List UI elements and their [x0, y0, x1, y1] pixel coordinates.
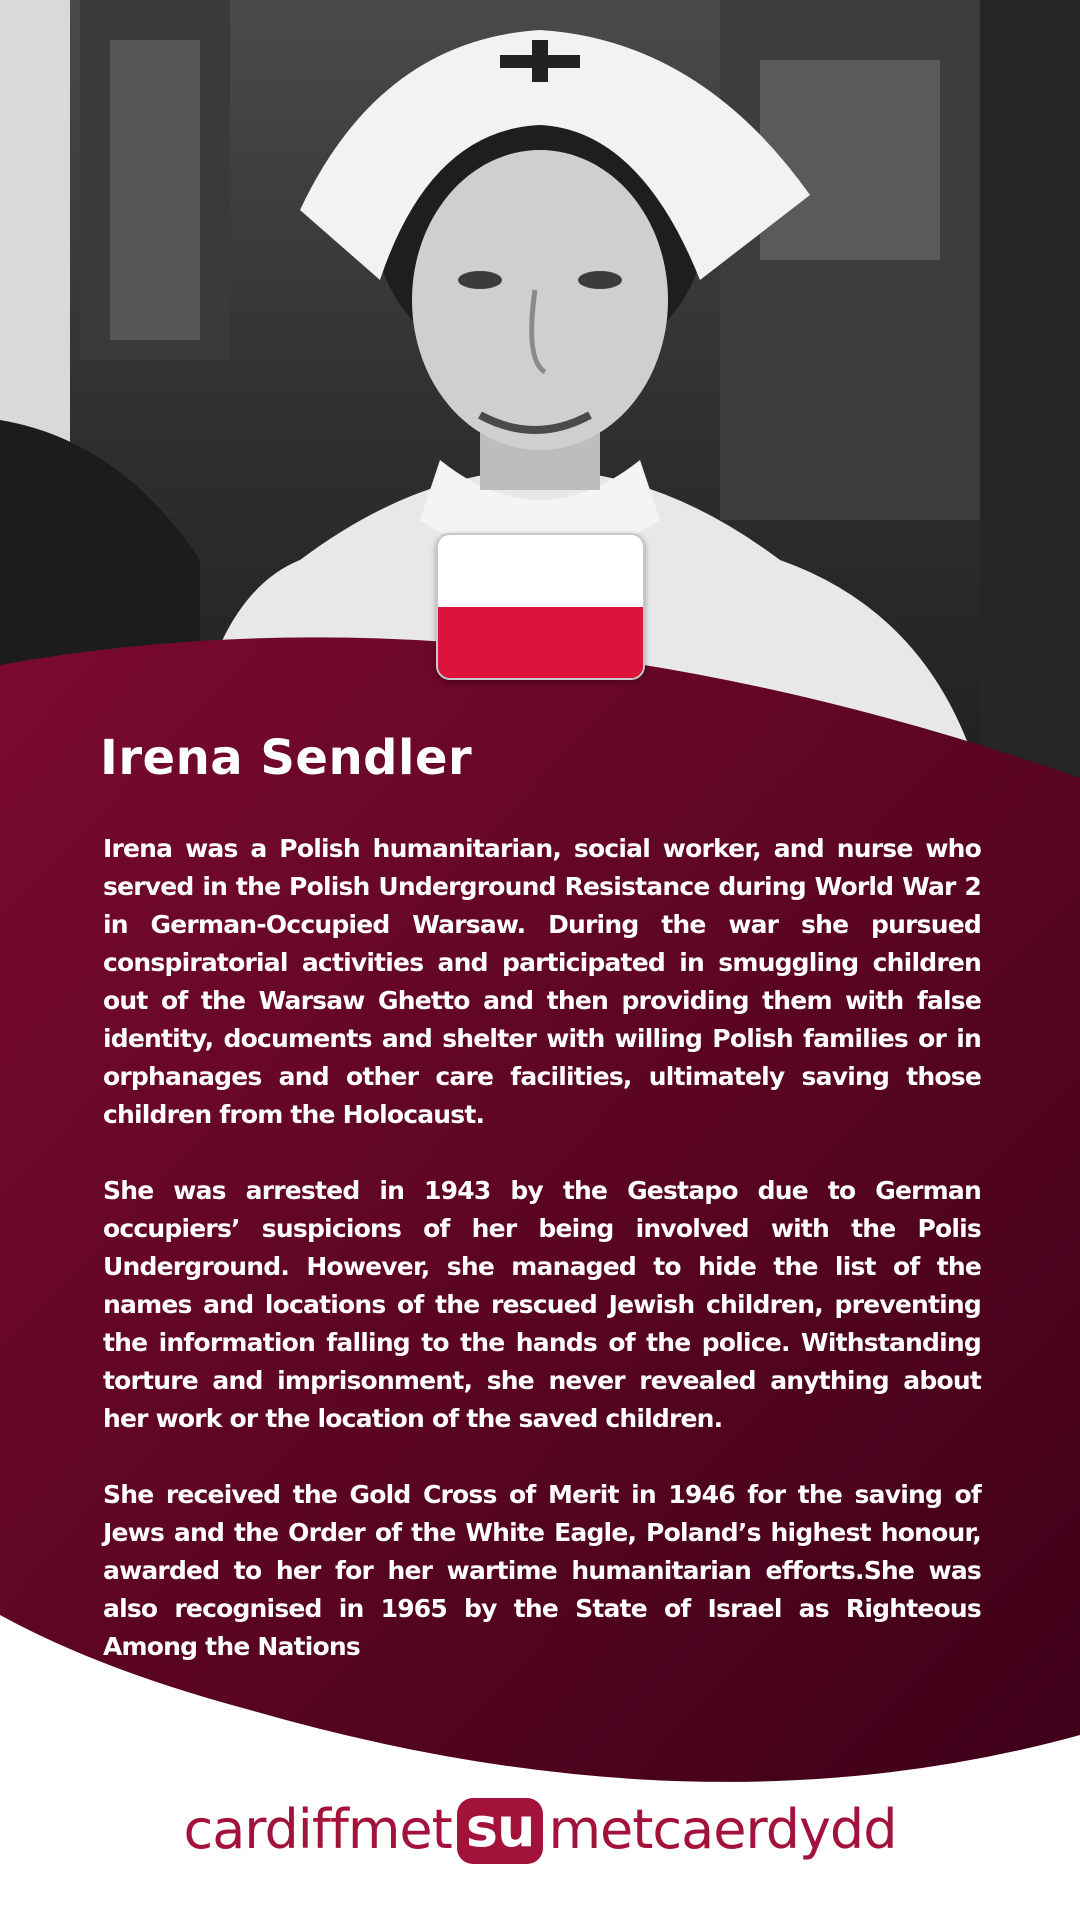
logo-left-text: cardiffmet — [183, 1798, 452, 1861]
flag-white-stripe — [438, 535, 643, 607]
biography — [103, 830, 981, 1704]
biography-paragraph: Irena was a Polish humanitarian, social worker, and nurse who served in the Polish Underground Resistance during World War 2 in German-Occupied Warsaw. During the war she pursued conspiratorial activities and participated in smuggling children out of the Warsaw Ghetto and then providing them with false identity, documents and shelter with willing Polish families or in orphanages and other care facilities, ultimately saving those children from the Holocaust. — [103, 834, 981, 1129]
logo-su-badge: su — [457, 1798, 544, 1864]
biography-paragraph: She received the Gold Cross of Merit in 1946 for the saving of Jews and the Order of the White Eagle, Poland’s highest honour, awarded to her for her wartime humanitarian efforts.She was also recognised in 1965 by the State of Israel as Righteous Among the Nations — [103, 1480, 981, 1661]
logo-right-text: metcaerdydd — [548, 1798, 897, 1861]
poland-flag-icon — [436, 533, 645, 680]
flag-red-stripe — [438, 607, 643, 679]
cardiffmet-su-logo — [0, 1798, 1080, 1864]
person-name: Irena Sendler — [100, 730, 473, 786]
biography-paragraph: She was arrested in 1943 by the Gestapo due to German occupiers’ suspicions of her being involved with the Polis Underground. However, she managed to hide the list of the names and locations of the rescued Jewish children, preventing the information falling to the hands of the police. Withstanding torture and imprisonment, she never revealed anything about her work or the location of the saved children. — [103, 1176, 981, 1433]
